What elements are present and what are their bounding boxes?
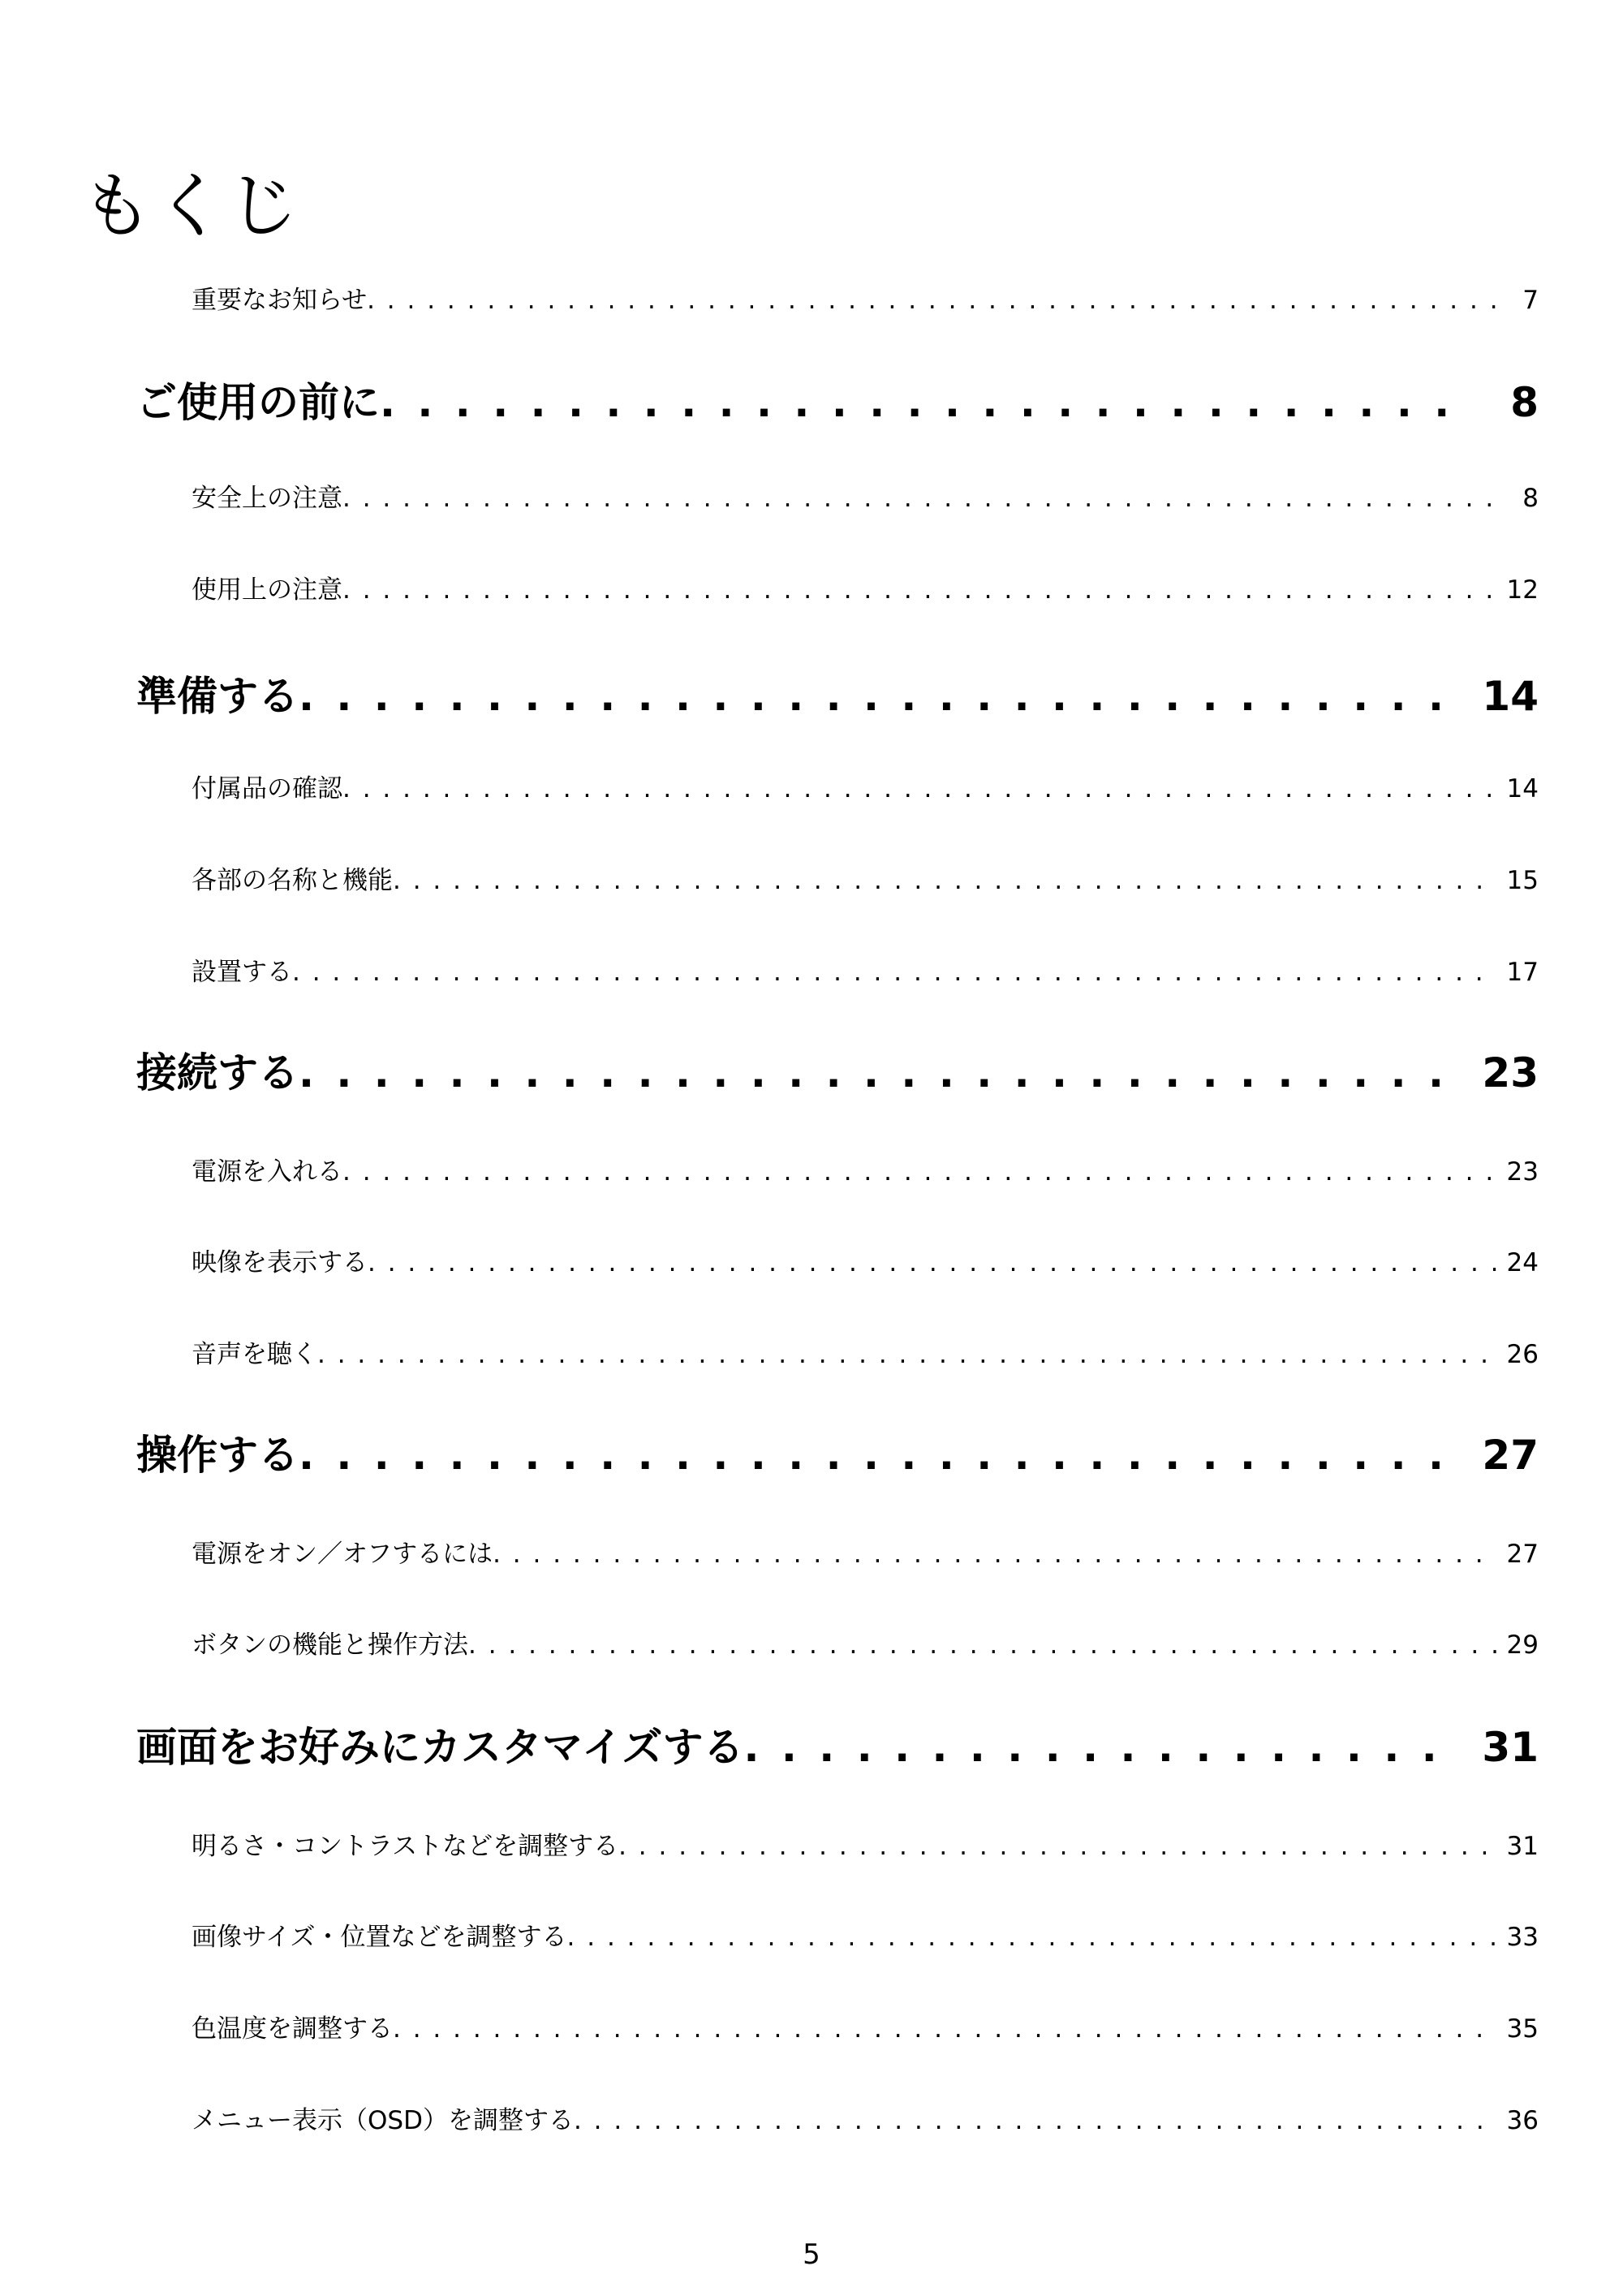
toc-chapter-page: 8 xyxy=(1510,379,1539,426)
toc-entry-page: 35 xyxy=(1506,2014,1539,2044)
toc-entry-color-temperature[interactable] xyxy=(192,2008,1539,2044)
toc-entry-label: 画像サイズ・位置などを調整する xyxy=(192,1923,567,1952)
toc-entry-listen-audio[interactable] xyxy=(192,1333,1539,1370)
toc-dot-leader xyxy=(618,1832,1496,1861)
toc-dot-leader xyxy=(393,866,1496,895)
toc-entry-power-on[interactable] xyxy=(192,1151,1539,1187)
toc-chapter-label: 接続する xyxy=(136,1049,299,1096)
toc-entry-label: ボタンの機能と操作方法 xyxy=(192,1630,468,1660)
toc-chapter-label: 操作する xyxy=(136,1432,299,1479)
toc-chapter-connection[interactable] xyxy=(136,1040,1539,1099)
toc-chapter-page: 14 xyxy=(1482,673,1539,720)
toc-dot-leader xyxy=(367,286,1496,315)
toc-entry-label: 電源をオン／オフするには xyxy=(192,1540,493,1569)
toc-chapter-label: 画面をお好みにカスタマイズする xyxy=(136,1724,744,1771)
toc-entry-page: 33 xyxy=(1506,1923,1539,1952)
toc-entry-label: 安全上の注意 xyxy=(192,484,342,513)
toc-entry-page: 29 xyxy=(1506,1630,1539,1660)
toc-entry-page: 15 xyxy=(1506,866,1539,895)
toc-chapter-page: 23 xyxy=(1482,1049,1539,1096)
toc-dot-leader xyxy=(342,774,1496,803)
toc-dot-leader xyxy=(342,1157,1496,1187)
toc-chapter-page: 27 xyxy=(1482,1432,1539,1479)
toc-entry-page: 12 xyxy=(1506,575,1539,605)
toc-entry-label: メニュー表示（OSD）を調整する xyxy=(192,2106,574,2135)
toc-entry-label: 電源を入れる xyxy=(192,1157,342,1187)
toc-entry-page: 27 xyxy=(1506,1540,1539,1569)
toc-chapter-label: 準備する xyxy=(136,673,299,720)
toc-dot-leader xyxy=(299,673,1459,720)
toc-entry-label: 明るさ・コントラストなどを調整する xyxy=(192,1832,619,1861)
toc-entry-label: 映像を表示する xyxy=(192,1248,368,1277)
toc-dot-leader xyxy=(393,2014,1496,2044)
toc-entry-page: 31 xyxy=(1506,1832,1539,1861)
toc-entry-page: 24 xyxy=(1506,1248,1539,1277)
toc-entry-usage-precautions[interactable] xyxy=(192,569,1539,605)
toc-dot-leader xyxy=(744,1724,1460,1771)
toc-entry-power-on-off[interactable] xyxy=(192,1533,1539,1570)
toc-chapter-preparation[interactable] xyxy=(136,664,1539,722)
toc-chapter-before-use[interactable] xyxy=(136,370,1539,429)
toc-entry-installation[interactable] xyxy=(192,951,1539,988)
toc-entry-page: 26 xyxy=(1506,1340,1539,1369)
toc-entry-button-functions[interactable] xyxy=(192,1624,1539,1661)
toc-entry-page: 7 xyxy=(1522,286,1539,315)
toc-dot-leader xyxy=(493,1540,1496,1569)
toc-entry-page: 17 xyxy=(1506,958,1539,987)
toc-entry-label: 使用上の注意 xyxy=(192,575,342,605)
toc-dot-leader xyxy=(380,379,1459,426)
toc-dot-leader xyxy=(317,1340,1496,1369)
toc-dot-leader xyxy=(299,1049,1459,1096)
toc-chapter-page: 31 xyxy=(1482,1724,1539,1771)
toc-dot-leader xyxy=(342,484,1496,513)
toc-dot-leader xyxy=(567,1923,1496,1952)
toc-dot-leader xyxy=(468,1630,1496,1660)
toc-entry-osd-settings[interactable] xyxy=(192,2100,1539,2136)
toc-entry-label: 付属品の確認 xyxy=(192,774,342,803)
toc-dot-leader xyxy=(299,1432,1459,1479)
toc-entry-important-notice[interactable] xyxy=(192,279,1539,316)
toc-dot-leader xyxy=(292,958,1496,987)
toc-entry-parts-functions[interactable] xyxy=(192,859,1539,896)
toc-chapter-operation[interactable] xyxy=(136,1423,1539,1481)
toc-entry-label: 色温度を調整する xyxy=(192,2014,393,2044)
toc-entry-image-size-position[interactable] xyxy=(192,1916,1539,1953)
toc-dot-leader xyxy=(368,1248,1496,1277)
toc-entry-label: 各部の名称と機能 xyxy=(192,866,393,895)
toc-entry-label: 重要なお知らせ xyxy=(192,286,368,315)
toc-entry-page: 23 xyxy=(1506,1157,1539,1187)
toc-entry-accessories[interactable] xyxy=(192,768,1539,804)
toc-dot-leader xyxy=(342,575,1496,605)
toc-chapter-label: ご使用の前に xyxy=(136,379,380,426)
toc-chapter-customize-screen[interactable] xyxy=(136,1715,1539,1773)
page-number: 5 xyxy=(803,2238,820,2271)
toc-entry-brightness-contrast[interactable] xyxy=(192,1825,1539,1862)
toc-entry-page: 8 xyxy=(1522,484,1539,513)
toc-dot-leader xyxy=(574,2106,1496,2135)
page-title: もくじ xyxy=(81,164,301,248)
toc-entry-display-video[interactable] xyxy=(192,1242,1539,1278)
toc-entry-label: 音声を聴く xyxy=(192,1340,317,1369)
toc-entry-page: 14 xyxy=(1506,774,1539,803)
toc-entry-page: 36 xyxy=(1506,2106,1539,2135)
toc-entry-label: 設置する xyxy=(192,958,292,987)
toc-entry-safety-precautions[interactable] xyxy=(192,477,1539,514)
